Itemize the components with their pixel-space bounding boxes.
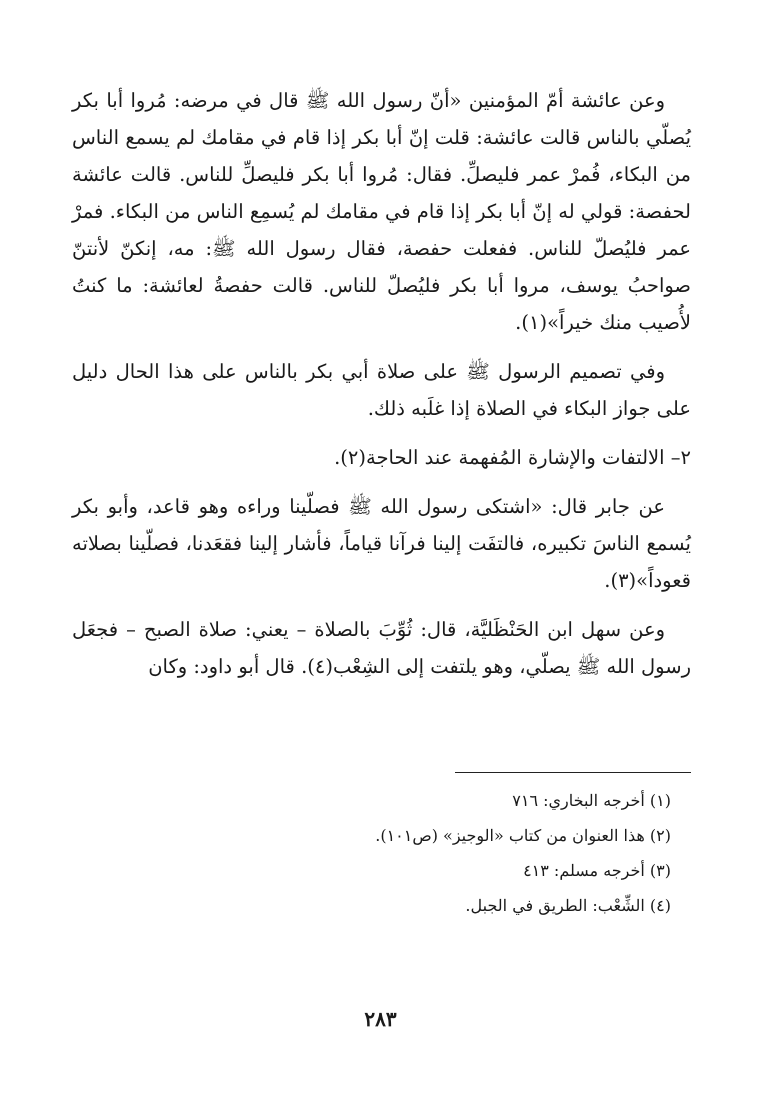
- paragraph-commentary: وفي تصميم الرسول ﷺ على صلاة أبي بكر بالناس على هذا الحال دليل على جواز البكاء في الصلاة إذا غلَبه ذلك.: [72, 360, 691, 420]
- footnote-divider: [455, 772, 691, 773]
- section-heading: ٢– الالتفات والإشارة المُفهمة عند الحاجة(٢).: [334, 446, 691, 469]
- footnote-1: (١) أخرجه البخاري: ٧١٦: [512, 791, 671, 810]
- paragraph-sahl-hadith: وعن سهل ابن الحَنْظَليَّة، قال: ثُوِّبَ بالصلاة – يعني: صلاة الصبح – فجعَل رسول الله ﷺ يصلّي، وهو يلتفت إلى الشِعْب(٤). قال أبو داود: وكان: [72, 618, 691, 678]
- paragraph-aisha-hadith: وعن عائشة أمّ المؤمنين «أنّ رسول الله ﷺ قال في مرضه: مُروا أبا بكر يُصلّي بالناس قالت عائشة: قلت إنّ أبا بكر إذا قام في مقامك لم يسمع الناس من البكاء، فُمرْ عمر فليصلِّ. فقال: مُروا أبا بكر فليصلِّ للناس. قالت عائشة لحفصة: قولي له إنّ أبا بكر إذا قام في مقامك لم يُسمِع الناس من البكاء. فمرْ عمر فليُصلّ للناس. ففعلت حفصة، فقال رسول الله ﷺ: مه، إنكنّ لأنتنّ صواحبُ يوسف، مروا أبا بكر فليُصلّ للناس. قالت حفصةُ لعائشة: ما كنتُ لأُصيب منك خيراً»(١).: [72, 89, 691, 334]
- page-number: ٢٨٣: [364, 1007, 397, 1031]
- footnote-3: (٣) أخرجه مسلم: ٤١٣: [523, 861, 671, 880]
- main-text: [72, 82, 691, 697]
- paragraph-jabir-hadith: عن جابر قال: «اشتكى رسول الله ﷺ فصلّينا وراءه وهو قاعد، وأبو بكر يُسمع الناسَ تكبيره، فالتفَت إلينا فرآنا قياماً، فأشار إلينا فقعَدنا، فصلّينا بصلاته قعوداً»(٣).: [72, 495, 691, 592]
- footnote-4: (٤) الشِّعْب: الطريق في الجبل.: [465, 896, 671, 915]
- footnote-2: (٢) هذا العنوان من كتاب «الوجيز» (ص١٠١).: [375, 826, 671, 845]
- footnotes: [72, 783, 671, 923]
